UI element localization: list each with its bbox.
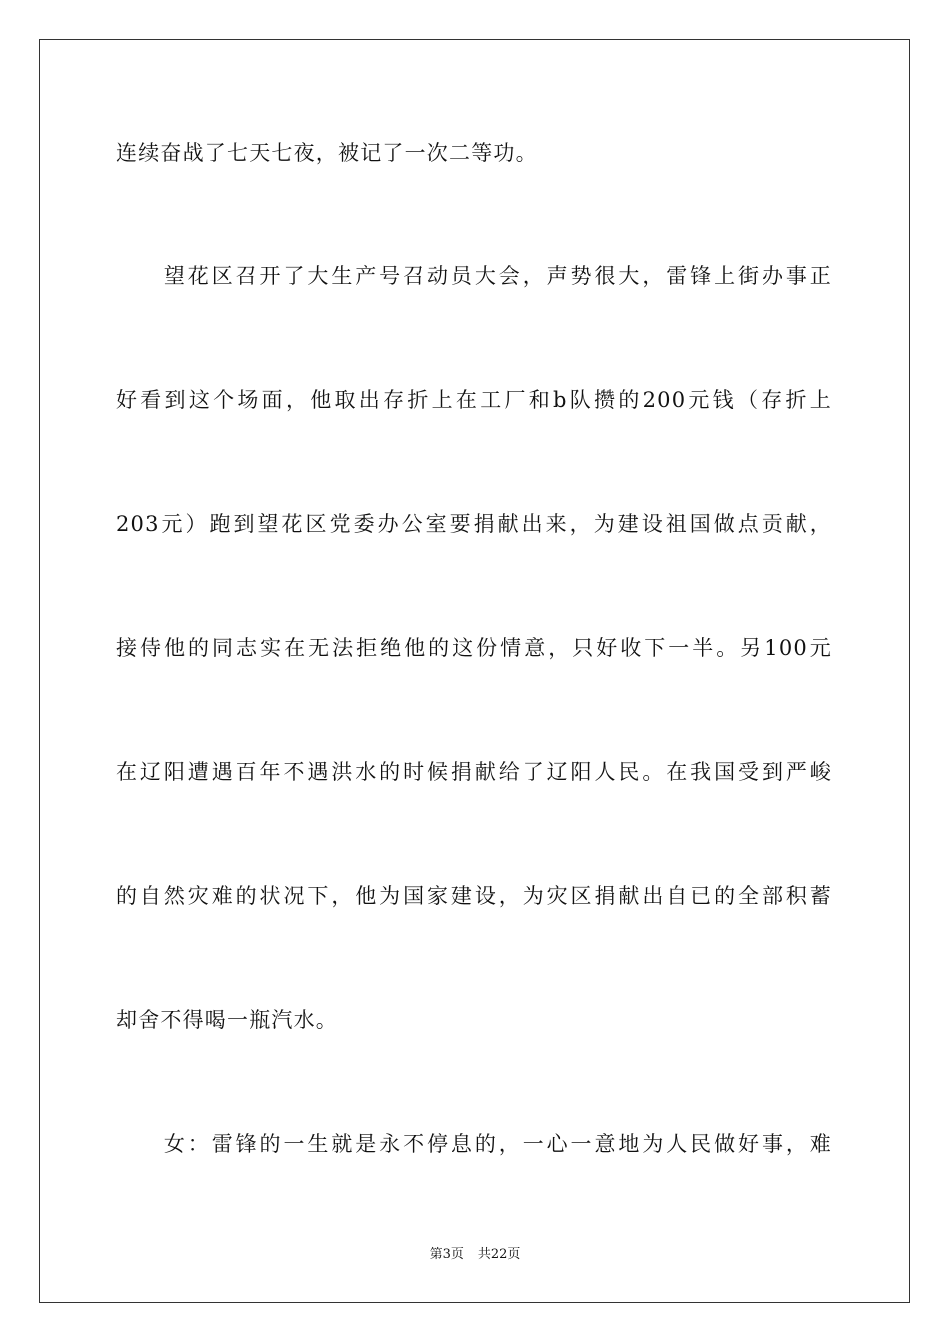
page-frame [39, 39, 910, 1303]
text-line: 女：雷锋的一生就是永不停息的，一心一意地为人民做好事，难 [116, 1132, 832, 1156]
total-pages: 共22页 [477, 1247, 521, 1262]
text-line: 的自然灾难的状况下，他为国家建设，为灾区捐献出自已的全部积蓄 [116, 884, 832, 908]
text-line: 好看到这个场面，他取出存折上在工厂和b队攒的200元钱（存折上 [116, 388, 832, 412]
text-line: 却舍不得喝一瓶汽水。 [116, 1008, 338, 1032]
page-footer [0, 1246, 950, 1264]
text-line: 连续奋战了七天七夜，被记了一次二等功。 [116, 141, 538, 165]
page-number: 第3页 [429, 1247, 464, 1262]
text-line: 203元）跑到望花区党委办公室要捐献出来，为建设祖国做点贡献， [116, 512, 832, 536]
text-line: 接侍他的同志实在无法拒绝他的这份情意，只好收下一半。另100元 [116, 636, 832, 660]
text-line: 望花区召开了大生产号召动员大会，声势很大，雷锋上街办事正 [116, 264, 832, 288]
text-line: 在辽阳遭遇百年不遇洪水的时候捐献给了辽阳人民。在我国受到严峻 [116, 760, 832, 784]
